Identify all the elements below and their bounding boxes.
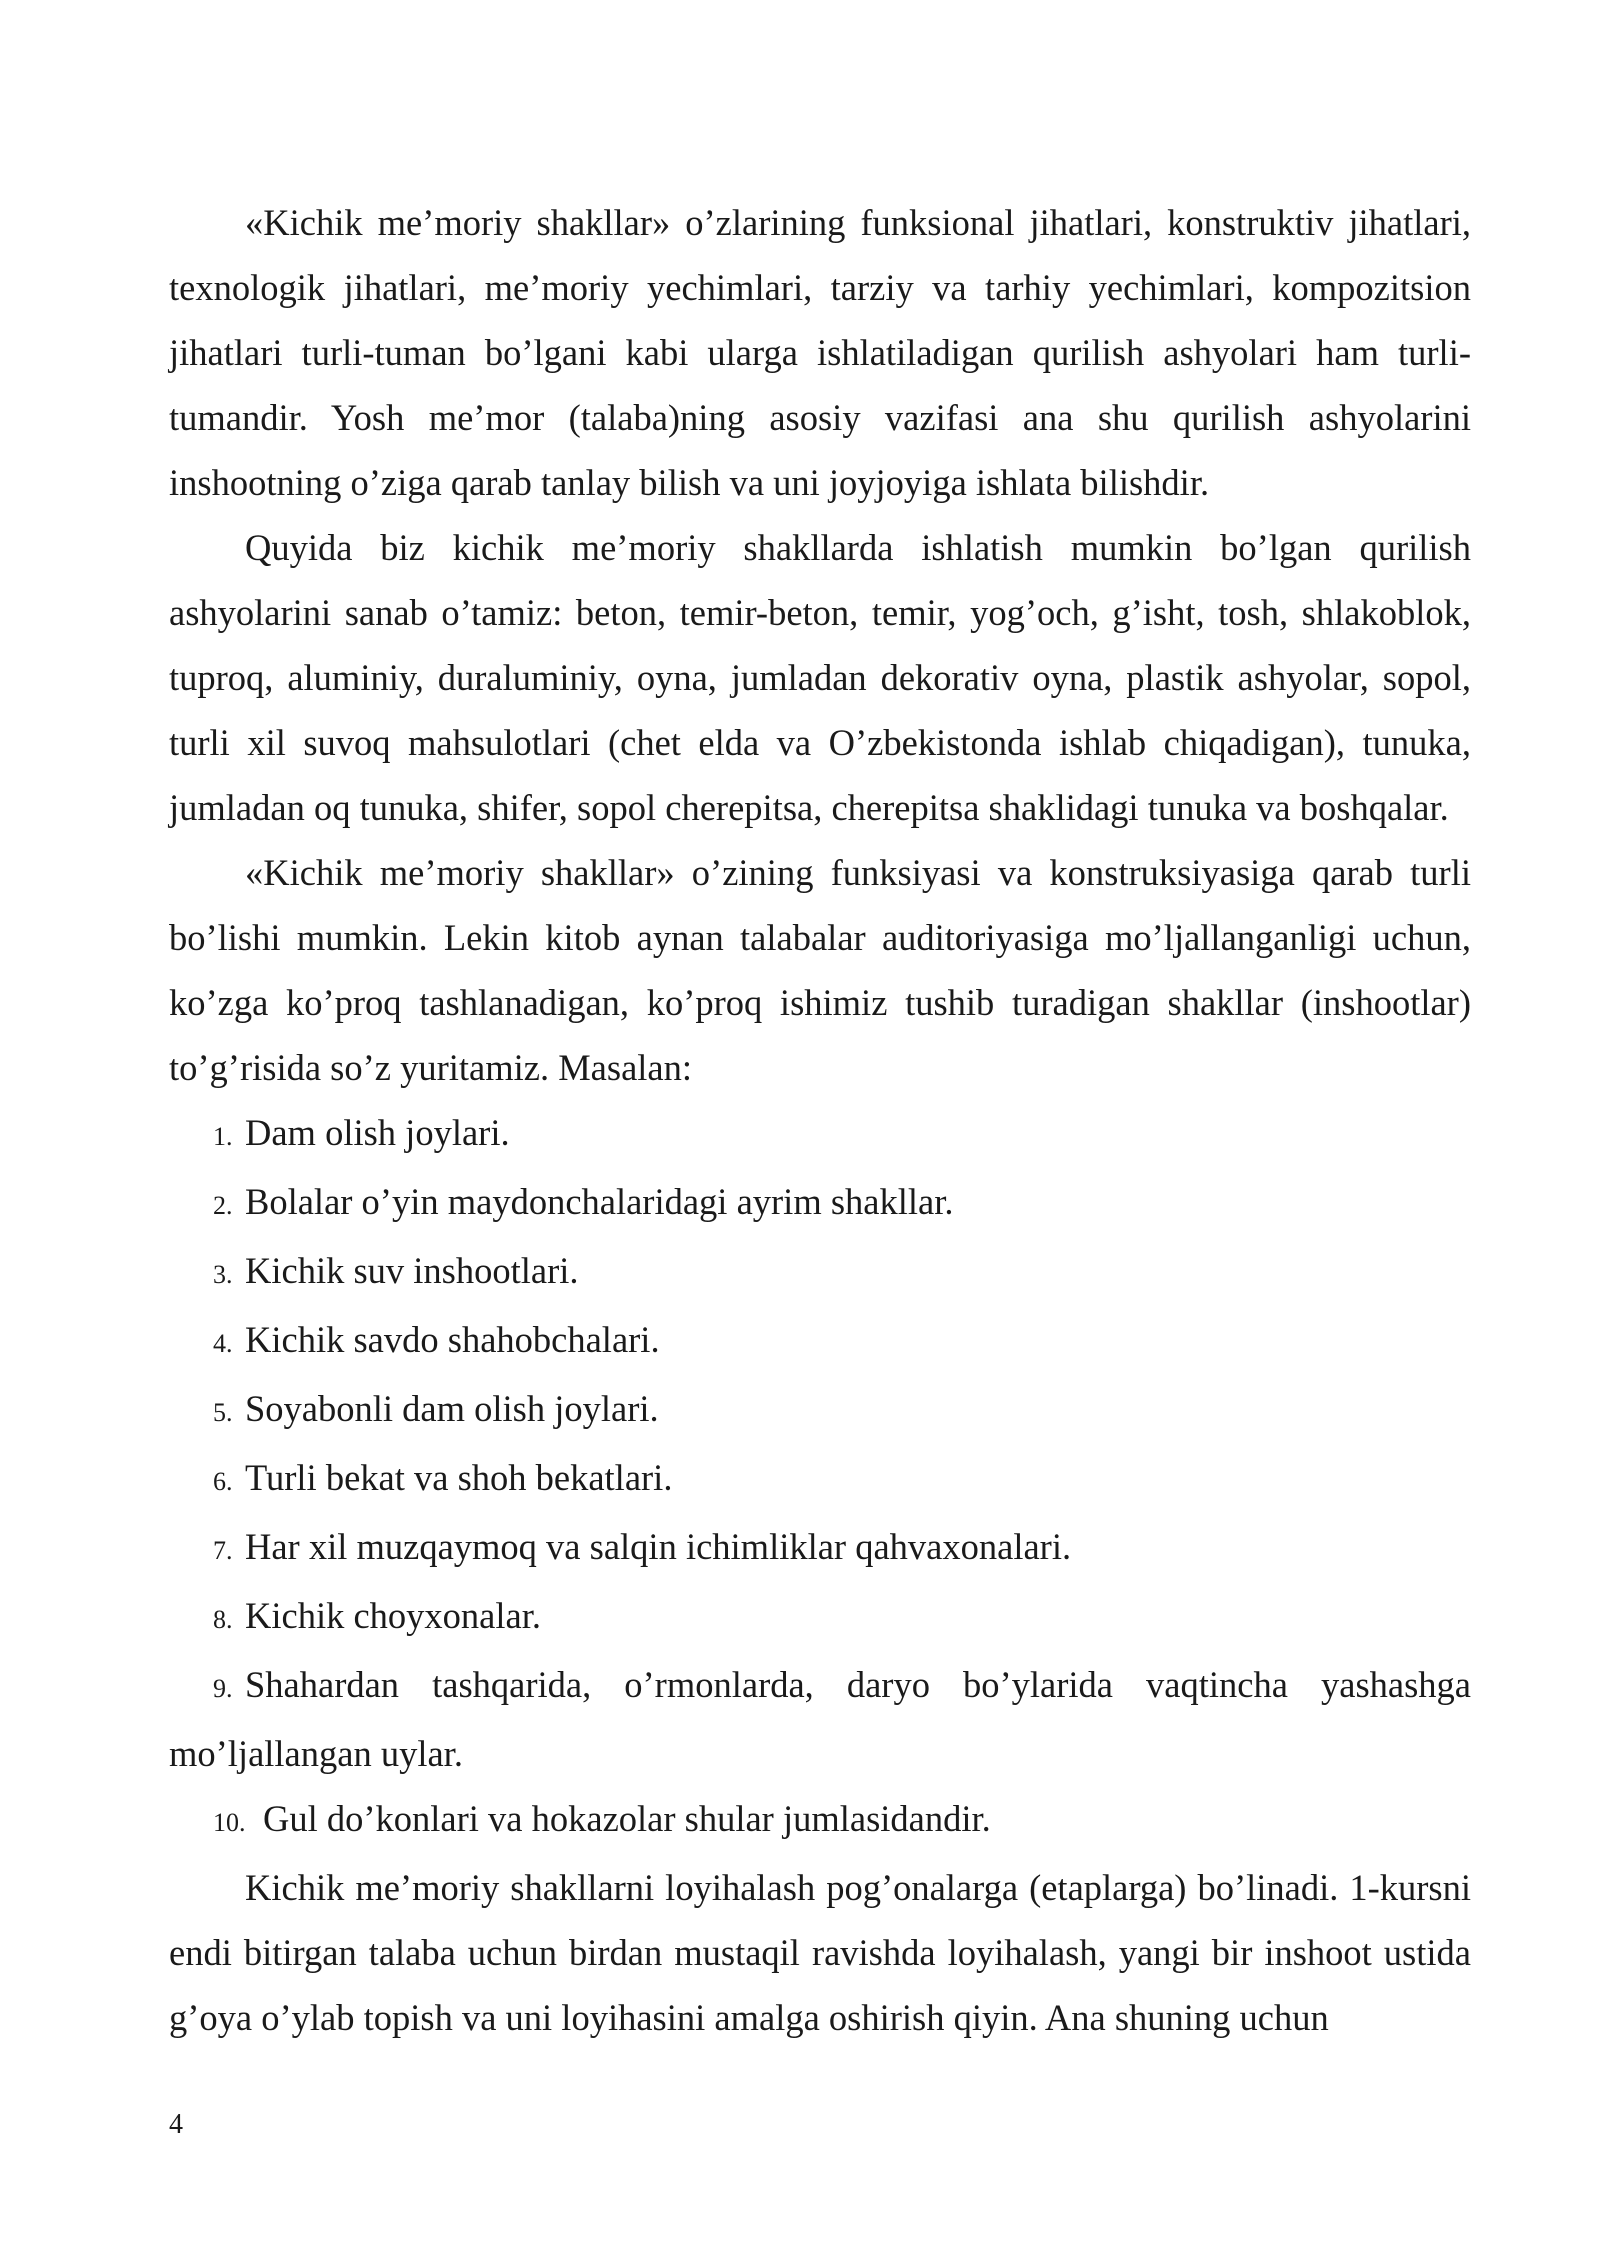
list-item-text: Kichik choyxonalar. — [245, 1595, 541, 1636]
paragraph-2: Quyida biz kichik me’moriy shakllarda ishlatish mumkin bo’lgan qurilish ashyolarini sanab o’tamiz: beton, temir-beton, temir, yog’och, g’isht, tosh, shlakoblok, tuproq, aluminiy, duraluminiy, oyna, jumladan dekorativ oyna, plastik ashyolar, sopol, turli xil suvoq mahsulotlari (chet elda va O’zbekistonda ishlab chiqadigan), tunuka, jumladan oq tunuka, shifer, sopol cherepitsa, cherepitsa shaklidagi tunuka va boshqalar. — [169, 527, 1471, 828]
paragraph-3: «Kichik me’moriy shakllar» o’zining funksiyasi va konstruksiyasiga qarab turli bo’lishi mumkin. Lekin kitob aynan talabalar auditoriyasiga mo’ljallanganligi uchun, ko’zga ko’proq tashlanadigan, ko’proq ishimiz tushib turadigan shakllar (inshootlar) to’g’risida so’z yuritamiz. Masalan: — [169, 852, 1471, 1088]
numbered-list — [169, 1100, 1471, 1855]
list-item-text: Bolalar o’yin maydonchalaridagi ayrim shakllar. — [245, 1181, 954, 1222]
list-item-text: Shahardan tashqarida, o’rmonlarda, daryo bo’ylarida vaqtincha yashashga mo’ljallangan uylar. — [169, 1664, 1471, 1774]
list-item — [169, 1238, 1471, 1307]
list-item — [169, 1169, 1471, 1238]
paragraph-1: «Kichik me’moriy shakllar» o’zlarining funksional jihatlari, konstruktiv jihatlari, texnologik jihatlari, me’moriy yechimlari, tarziy va tarhiy yechimlari, kompozitsion jihatlari turli-tuman bo’lgani kabi ularga ishlatiladigan qurilish ashyolari ham turli-tumandir. Yosh me’mor (talaba)ning asosiy vazifasi ana shu qurilish ashyolarini inshootning o’ziga qarab tanlay bilish va uni joyjoyiga ishlata bilishdir. — [169, 202, 1471, 503]
page-number: 4 — [169, 2109, 183, 2140]
list-item-number: 2. — [213, 1191, 233, 1220]
list-item-text: Kichik suv inshootlari. — [245, 1250, 579, 1291]
list-item-number: 5. — [213, 1398, 233, 1427]
list-item-text: Kichik savdo shahobchalari. — [245, 1319, 660, 1360]
list-item-number: 3. — [213, 1260, 233, 1289]
list-item — [169, 1100, 1471, 1169]
list-item-text: Har xil muzqaymoq va salqin ichimliklar qahvaxonalari. — [245, 1526, 1072, 1567]
list-item-text: Turli bekat va shoh bekatlari. — [245, 1457, 673, 1498]
list-item-number: 8. — [213, 1605, 233, 1634]
list-item — [169, 1652, 1471, 1786]
list-item — [169, 1514, 1471, 1583]
list-item-number: 9. — [213, 1674, 233, 1703]
list-item — [169, 1445, 1471, 1514]
list-item-text: Gul do’konlari va hokazolar shular jumlasidandir. — [263, 1798, 991, 1839]
list-item-number: 1. — [213, 1122, 233, 1151]
list-item-text: Dam olish joylari. — [245, 1112, 510, 1153]
list-item-number: 6. — [213, 1467, 233, 1496]
paragraph-4: Kichik me’moriy shakllarni loyihalash pog’onalarga (etaplarga) bo’linadi. 1-kursni endi bitirgan talaba uchun birdan mustaqil ravishda loyihalash, yangi bir inshoot ustida g’oya o’ylab topish va uni loyihasini amalga oshirish qiyin. Ana shuning uchun — [169, 1867, 1471, 2038]
list-item-number: 10. — [213, 1808, 246, 1837]
list-item-number: 7. — [213, 1536, 233, 1565]
list-item — [169, 1376, 1471, 1445]
list-item — [169, 1307, 1471, 1376]
list-item — [169, 1583, 1471, 1652]
list-item-text: Soyabonli dam olish joylari. — [245, 1388, 659, 1429]
page-body — [169, 190, 1471, 2050]
list-item-number: 4. — [213, 1329, 233, 1358]
list-item — [169, 1786, 1471, 1855]
